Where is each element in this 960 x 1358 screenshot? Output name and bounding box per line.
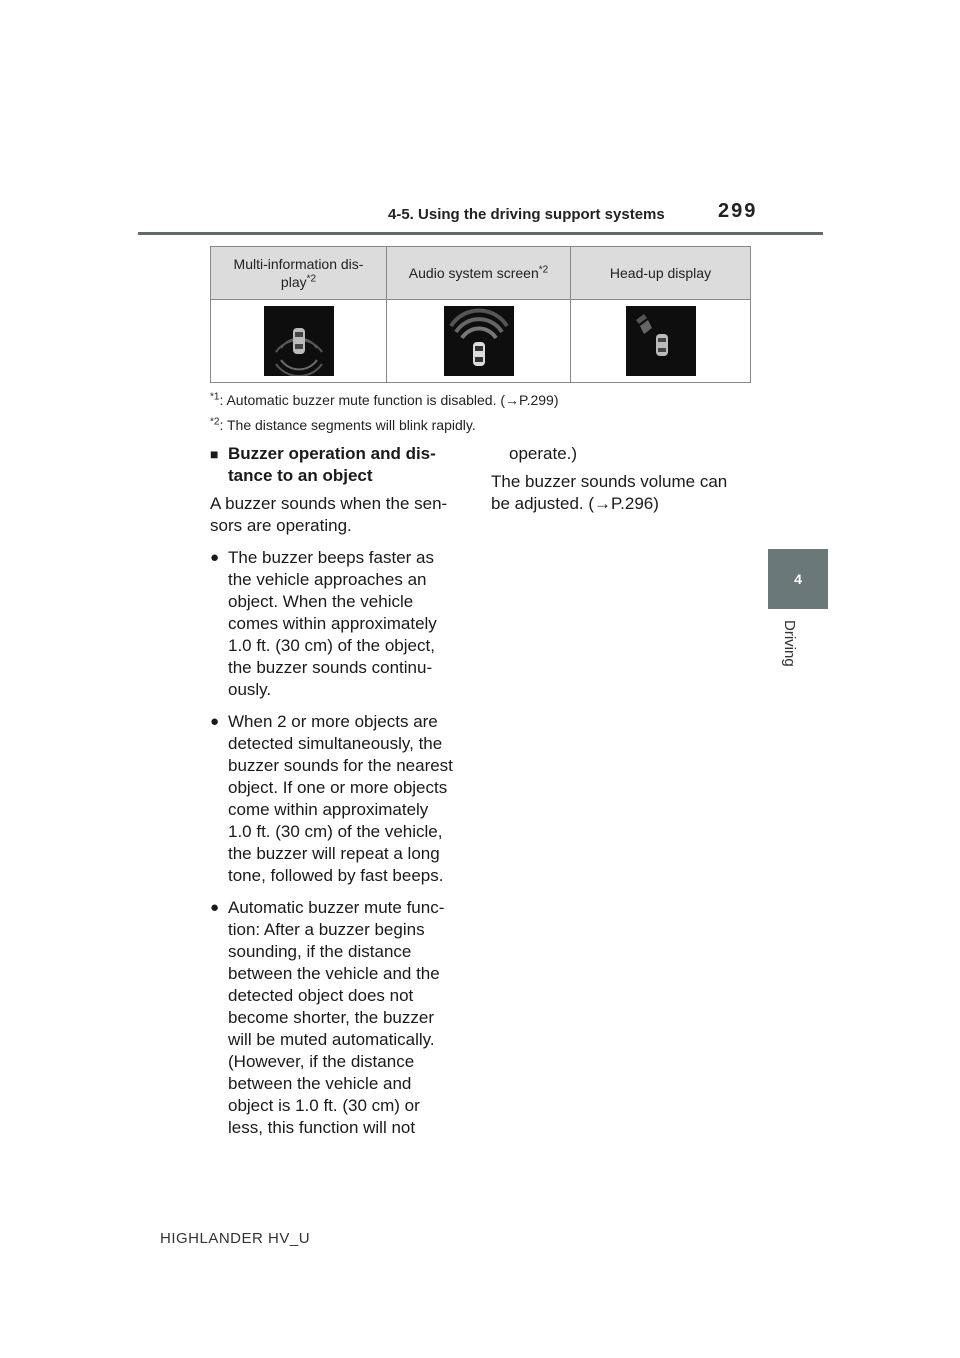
text-line: will be muted automatically. <box>228 1030 435 1049</box>
text-line: 1.0 ft. (30 cm) of the vehicle, <box>228 822 443 841</box>
text-line: 1.0 ft. (30 cm) of the object, <box>228 636 435 655</box>
chapter-number: 4 <box>794 571 802 587</box>
table-header-row <box>211 247 751 300</box>
list-item <box>210 711 470 887</box>
chapter-label: Driving <box>781 620 798 667</box>
display-table <box>210 246 751 383</box>
text-line: detected simultaneously, the <box>228 734 443 753</box>
header-text: Head-up display <box>609 265 712 281</box>
footnote-text: : Automatic buzzer mute function is disabled. (→P.299) <box>219 392 559 408</box>
text-line: (However, if the distance <box>228 1052 415 1071</box>
footnote-text: : The distance segments will blink rapidly. <box>219 417 476 433</box>
table-cell <box>211 300 387 383</box>
text-line: buzzer sounds for the nearest <box>228 756 453 775</box>
header-sup: *2 <box>306 273 317 285</box>
text-line: Automatic buzzer mute func- <box>228 898 445 917</box>
section-title: 4-5. Using the driving support systems <box>388 206 665 223</box>
section-heading <box>210 443 470 487</box>
text-line: tion: After a buzzer begins <box>228 920 425 939</box>
text-line: A buzzer sounds when the sen- <box>210 494 448 513</box>
square-bullet-icon: ■ <box>210 446 219 462</box>
header-text: Multi-information dis-play <box>233 256 364 290</box>
continuation-text: operate.) <box>509 444 578 463</box>
text-line: ously. <box>228 680 272 699</box>
text-line: sounding, if the distance <box>228 942 412 961</box>
bullet-dot-icon: ● <box>210 899 220 916</box>
head-up-display-icon <box>626 306 696 376</box>
text-line: When 2 or more objects are <box>228 712 438 731</box>
text-line: less, this function will not <box>228 1118 416 1137</box>
text-line: come within approximately <box>228 800 429 819</box>
text-line: between the vehicle and the <box>228 964 440 983</box>
text-line: become shorter, the buzzer <box>228 1008 435 1027</box>
footnote-1 <box>210 392 558 408</box>
right-column <box>491 443 756 515</box>
text-line: tone, followed by fast beeps. <box>228 866 444 885</box>
text-line: sors are operating. <box>210 516 352 535</box>
heading-line: tance to an object <box>228 466 373 485</box>
footnote-mark: *1 <box>210 391 220 403</box>
text-line: object. When the vehicle <box>228 592 414 611</box>
text-line: detected object does not <box>228 986 414 1005</box>
header-head-up-display <box>571 247 751 300</box>
table-cell <box>387 300 571 383</box>
list-item <box>210 897 470 1139</box>
text-line: the buzzer sounds continu- <box>228 658 433 677</box>
text-line: the buzzer will repeat a long <box>228 844 440 863</box>
list-item <box>210 547 470 701</box>
volume-paragraph <box>491 471 756 515</box>
page-number: 299 <box>718 200 758 222</box>
header-divider <box>138 232 823 235</box>
chapter-tab <box>768 549 828 609</box>
bullet-dot-icon: ● <box>210 713 220 730</box>
text-line: the vehicle approaches an <box>228 570 427 589</box>
footnote-2 <box>210 417 476 433</box>
header-sup: *2 <box>538 264 549 276</box>
text-line: between the vehicle and <box>228 1074 412 1093</box>
text-line: The buzzer sounds volume can <box>491 472 728 491</box>
header-audio-system-screen <box>387 247 571 300</box>
table-cell <box>571 300 751 383</box>
text-line: comes within approximately <box>228 614 437 633</box>
footnote-mark: *2 <box>210 416 220 428</box>
bullet-dot-icon: ● <box>210 549 220 566</box>
multi-information-display-icon <box>264 306 334 376</box>
heading-line: Buzzer operation and dis- <box>228 444 436 463</box>
header-text: Audio system screen <box>408 265 539 281</box>
table-row <box>211 300 751 383</box>
intro-paragraph <box>210 493 470 537</box>
text-line: be adjusted. (→P.296) <box>491 494 659 513</box>
header-multi-information-display <box>211 247 387 300</box>
audio-system-screen-icon <box>444 306 514 376</box>
text-line: object is 1.0 ft. (30 cm) or <box>228 1096 420 1115</box>
text-line: object. If one or more objects <box>228 778 448 797</box>
footer-model: HIGHLANDER HV_U <box>160 1230 311 1247</box>
text-line: The buzzer beeps faster as <box>228 548 435 567</box>
left-column <box>210 443 470 1139</box>
